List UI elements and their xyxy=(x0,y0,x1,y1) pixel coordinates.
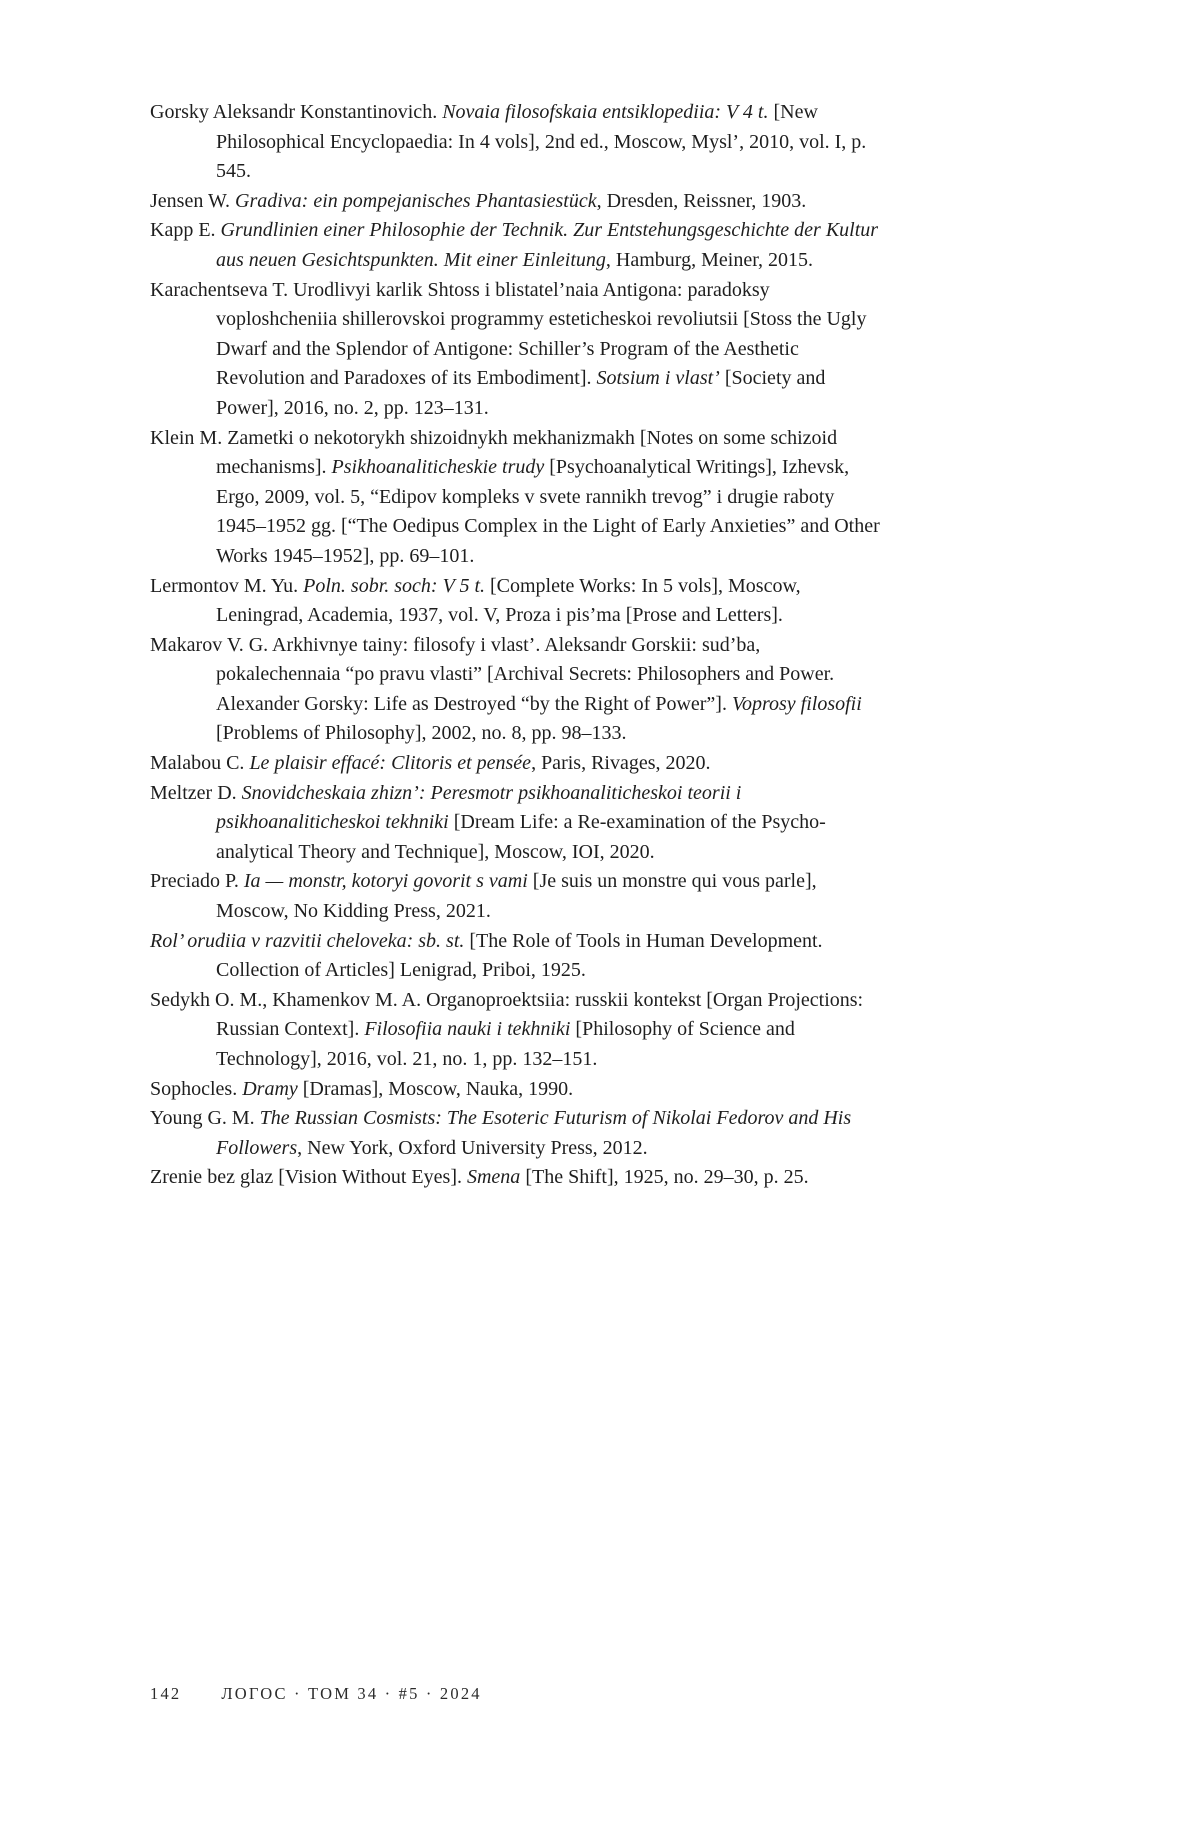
reference-title-italic: Filosofiia nauki i tekhniki xyxy=(364,1018,571,1041)
reference-text: Sedykh O. M., Khamenkov M. A. Organoproektsiia: russkii kontekst [Organ Projections: Russian Context]. xyxy=(150,988,864,1041)
reference-entry xyxy=(150,98,882,187)
reference-title-italic: Grundlinien einer Philosophie der Technik. Zur Entstehungsgeschichte der Kultur aus neuen Gesichtspunkten. Mit einer Einleitung xyxy=(216,219,879,271)
reference-title-italic: Smena xyxy=(466,1166,521,1189)
reference-entry xyxy=(150,216,882,275)
reference-text: Jensen W. xyxy=(150,189,235,212)
page-number: 142 xyxy=(150,1684,182,1703)
reference-entry xyxy=(150,276,882,424)
reference-text: [Dramas], Moscow, Nauka, 1990. xyxy=(297,1077,574,1100)
reference-entry xyxy=(150,187,882,217)
reference-text: [The Shift], 1925, no. 29–30, p. 25. xyxy=(520,1166,809,1189)
reference-entry xyxy=(150,631,882,749)
reference-title-italic: Poln. sobr. soch: V 5 t. xyxy=(303,574,485,597)
reference-title-italic: Dramy xyxy=(242,1077,298,1100)
reference-title-italic: Voprosy filosofii xyxy=(731,692,862,715)
reference-entry xyxy=(150,986,882,1075)
reference-text: Malabou C. xyxy=(150,752,250,775)
reference-text: Klein M. Zametki o nekotorykh shizoidnykh mekhanizmakh [Notes on some schizoid mechanisms]. xyxy=(150,426,838,479)
reference-text: Karachentseva T. Urodlivyi karlik Shtoss i blistatel’naia Antigona: paradoksy voploshcheniia shillerovskoi programmy esteticheskoi revoliutsii [Stoss the Ugly Dwarf and the Splendor of Antigone: Schiller’s Program of the Aesthetic Revolution and Paradoxes of its Embodiment]. xyxy=(150,278,867,390)
journal-issue-line: ЛОГОС · ТОМ 34 · #5 · 2024 xyxy=(221,1684,482,1703)
reference-text: [Society and Power], 2016, no. 2, pp. 123–131. xyxy=(216,367,826,419)
reference-entry xyxy=(150,572,882,631)
reference-title-italic: Le plaisir effacé: Clitoris et pensée xyxy=(249,752,532,775)
reference-title-italic: Snovidcheskaia zhizn’: Peresmotr psikhoanaliticheskoi teorii i psikhoanaliticheskoi tekhniki xyxy=(216,781,742,834)
reference-text: , Dresden, Reissner, 1903. xyxy=(596,189,807,212)
reference-text: Kapp E. xyxy=(150,219,221,242)
reference-text: Meltzer D. xyxy=(150,781,242,804)
reference-text: Sophocles. xyxy=(150,1077,243,1100)
reference-text: Zrenie bez glaz [Vision Without Eyes]. xyxy=(150,1166,467,1189)
reference-text: [New Philosophical Encyclopaedia: In 4 vols], 2nd ed., Moscow, Mysl’, 2010, vol. I, p. 545. xyxy=(216,101,867,183)
reference-title-italic: The Russian Cosmists: The Esoteric Futurism of Nikolai Fedorov and His Followers xyxy=(216,1107,852,1159)
reference-text: [Problems of Philosophy], 2002, no. 8, pp. 98–133. xyxy=(216,722,627,745)
reference-text: Preciado P. xyxy=(150,870,244,893)
reference-text: [Dream Life: a Re-examination of the Psycho-analytical Theory and Technique], Moscow, IOI, 2020. xyxy=(216,811,826,863)
reference-entry xyxy=(150,779,882,868)
reference-entry xyxy=(150,749,882,779)
reference-text: , Hamburg, Meiner, 2015. xyxy=(605,248,814,271)
reference-text: [Philosophy of Science and Technology], 2016, vol. 21, no. 1, pp. 132–151. xyxy=(216,1018,795,1070)
reference-text: Lermontov M. Yu. xyxy=(150,574,304,597)
reference-title-italic: Psikhoanaliticheskie trudy xyxy=(331,456,545,479)
reference-text: Makarov V. G. Arkhivnye tainy: filosofy i vlast’. Aleksandr Gorskii: sud’ba, pokalechennaia “po pravu vlasti” [Archival Secrets: Philosophers and Power. Alexander Gorsky: Life as Destroyed “by the Right of Power”]. xyxy=(150,633,835,715)
reference-entry xyxy=(150,424,882,572)
reference-title-italic: Ia — monstr, kotoryi govorit s vami xyxy=(243,870,528,893)
reference-text: [The Role of Tools in Human Development. Collection of Articles] Lenigrad, Priboi, 1925. xyxy=(216,929,823,982)
reference-entry xyxy=(150,1163,882,1193)
reference-title-italic: Rol’ orudiia v razvitii cheloveka: sb. st. xyxy=(150,929,465,952)
reference-entry xyxy=(150,867,882,926)
reference-text: [Je suis un monstre qui vous parle], Moscow, No Kidding Press, 2021. xyxy=(216,870,817,923)
reference-text: [Psychoanalytical Writings], Izhevsk, Ergo, 2009, vol. 5, “Edipov kompleks v svete rannikh trevog” i drugie raboty 1945–1952 gg. [“The Oedipus Complex in the Light of Early Anxieties” and Other Works 1945–1952], pp. 69–101. xyxy=(216,456,880,567)
reference-text: , Paris, Rivages, 2020. xyxy=(531,752,711,775)
reference-list xyxy=(150,98,882,1193)
page-footer xyxy=(150,1684,482,1704)
reference-entry xyxy=(150,1075,882,1105)
reference-text: Young G. M. xyxy=(150,1107,260,1130)
reference-title-italic: Sotsium i vlast’ xyxy=(596,367,720,390)
reference-entry xyxy=(150,1104,882,1163)
reference-text: , New York, Oxford University Press, 2012. xyxy=(297,1136,648,1159)
reference-text: Gorsky Aleksandr Konstantinovich. xyxy=(150,101,443,123)
reference-title-italic: Gradiva: ein pompejanisches Phantasiestück xyxy=(235,189,597,212)
reference-entry xyxy=(150,927,882,986)
reference-title-italic: Novaia filosofskaia entsiklopediia: V 4 t. xyxy=(442,101,769,123)
reference-text: [Complete Works: In 5 vols], Moscow, Leningrad, Academia, 1937, vol. V, Proza i pis’ma [Prose and Letters]. xyxy=(216,574,801,627)
